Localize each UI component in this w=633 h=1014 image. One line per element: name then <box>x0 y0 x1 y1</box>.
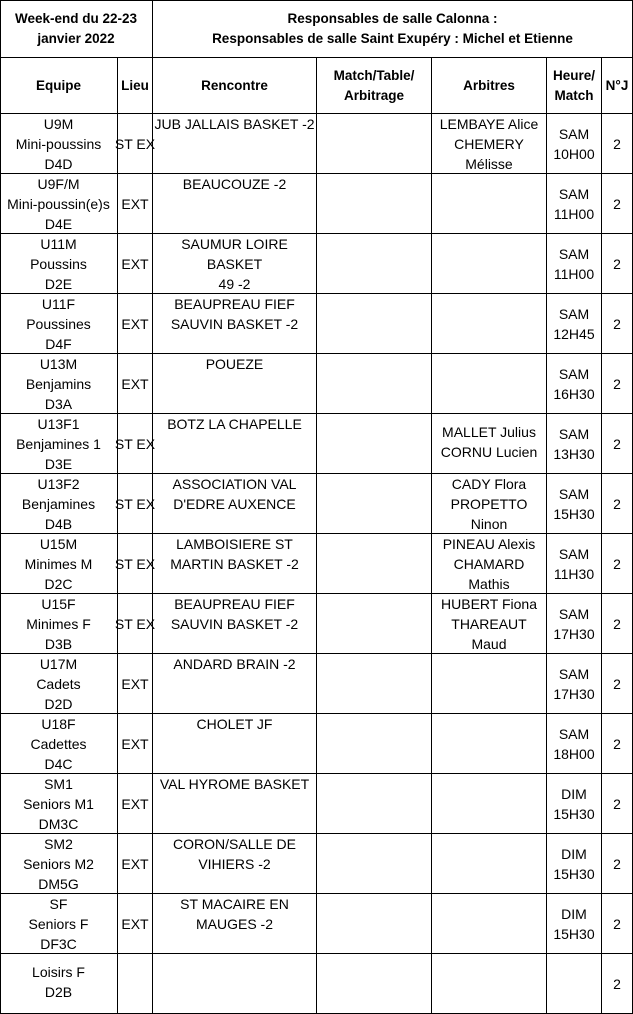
cell-rencontre <box>153 834 317 894</box>
heure-text: SAM <box>558 485 590 502</box>
col-header-equipe <box>0 58 118 114</box>
equipe-text: Poussins <box>30 256 87 272</box>
cell-rencontre <box>153 894 317 954</box>
cell-lieu <box>114 114 156 174</box>
cell-heure <box>547 114 602 174</box>
cell-arbitres <box>432 294 547 354</box>
cell-arbitres <box>432 594 547 654</box>
rencontre-text: ANDARD BRAIN -2 <box>173 656 296 672</box>
cell-nj <box>602 654 633 714</box>
rencontre-text: ST MACAIRE EN <box>180 896 289 912</box>
heure-text: SAM <box>558 365 590 382</box>
heure-text: SAM <box>558 245 590 262</box>
weekend-line1: Week-end du 22-23 <box>14 10 138 26</box>
cell-mta <box>317 954 432 1014</box>
cell-mta <box>317 594 432 654</box>
rencontre-text: LAMBOISIERE ST <box>176 536 293 552</box>
cell-arbitres <box>432 354 547 414</box>
col-equipe-label: Equipe <box>35 77 81 93</box>
cell-equipe <box>0 474 118 534</box>
heure-text: DIM <box>561 905 587 922</box>
lieu-text: ST EX <box>114 555 156 572</box>
cell-rencontre <box>153 594 317 654</box>
cell-rencontre <box>153 294 317 354</box>
cell-nj <box>602 294 633 354</box>
cell-equipe <box>0 294 118 354</box>
equipe-text: Minimes F <box>26 616 91 632</box>
col-header-heure <box>547 58 602 114</box>
heure-text: SAM <box>558 725 590 742</box>
heure-text: 15H30 <box>553 505 595 522</box>
cell-nj <box>602 534 633 594</box>
col-nj-label: N°J <box>605 77 629 93</box>
equipe-text: Cadets <box>36 676 81 692</box>
nj-text: 2 <box>613 135 621 152</box>
cell-arbitres <box>432 954 547 1014</box>
cell-equipe <box>0 414 118 474</box>
equipe-text: DM5G <box>38 876 79 892</box>
rencontre-text: SAUMUR LOIRE BASKET <box>181 236 288 272</box>
arbitres-text: CADY Flora <box>451 476 527 492</box>
rencontre-text: VIHIERS -2 <box>198 856 271 872</box>
rencontre-text: BEAUCOUZE -2 <box>182 176 287 192</box>
cell-mta <box>317 834 432 894</box>
col-rencontre-label: Rencontre <box>201 77 268 93</box>
cell-lieu <box>118 894 153 954</box>
col-header-arbitres <box>432 58 547 114</box>
cell-rencontre <box>153 474 317 534</box>
cell-equipe <box>0 174 118 234</box>
equipe-text: D2D <box>44 696 73 712</box>
cell-arbitres <box>432 114 547 174</box>
lieu-text: EXT <box>121 315 149 332</box>
arbitres-text: PINEAU Alexis <box>442 536 536 552</box>
col-heure-line2: Match <box>554 87 594 103</box>
cell-equipe <box>0 714 118 774</box>
heure-text: 11H00 <box>553 205 595 222</box>
cell-mta <box>317 174 432 234</box>
cell-mta <box>317 654 432 714</box>
cell-mta <box>317 114 432 174</box>
rencontre-text: ASSOCIATION VAL <box>172 476 297 492</box>
equipe-text: U13F1 <box>37 416 80 432</box>
cell-heure <box>547 714 602 774</box>
cell-rencontre <box>153 654 317 714</box>
lieu-text: ST EX <box>114 615 156 632</box>
heure-text: 11H00 <box>553 265 595 282</box>
resp-line2: Responsables de salle Saint Exupéry : Michel et Etienne <box>212 30 573 46</box>
cell-rencontre <box>153 114 317 174</box>
arbitres-text: CHEMERY <box>454 136 524 152</box>
nj-text: 2 <box>613 915 621 932</box>
nj-text: 2 <box>613 375 621 392</box>
cell-heure <box>547 954 602 1014</box>
cell-equipe <box>0 894 118 954</box>
equipe-text: D3E <box>44 456 73 472</box>
cell-nj <box>602 894 633 954</box>
cell-lieu <box>118 834 153 894</box>
cell-arbitres <box>432 474 547 534</box>
equipe-text: U13F2 <box>37 476 80 492</box>
nj-text: 2 <box>613 795 621 812</box>
arbitres-text: Mathis <box>468 576 510 592</box>
heure-text: DIM <box>561 845 587 862</box>
cell-nj <box>602 954 633 1014</box>
heure-text: SAM <box>558 545 590 562</box>
resp-line1: Responsables de salle Calonna : <box>287 10 498 26</box>
cell-rencontre <box>153 774 317 834</box>
arbitres-text: THAREAUT <box>451 616 527 632</box>
cell-equipe <box>0 834 118 894</box>
col-heure-line1: Heure/ <box>552 67 596 83</box>
cell-rencontre <box>153 954 317 1014</box>
heure-text: SAM <box>558 305 590 322</box>
cell-arbitres <box>432 414 547 474</box>
heure-text: SAM <box>558 605 590 622</box>
rencontre-text: VAL HYROME BASKET <box>159 776 310 792</box>
heure-text: 15H30 <box>553 925 595 942</box>
cell-nj <box>602 774 633 834</box>
lieu-text: EXT <box>121 255 149 272</box>
arbitres-text: Maud <box>471 636 507 652</box>
cell-equipe <box>0 654 118 714</box>
lieu-text: ST EX <box>114 135 156 152</box>
equipe-text: Minimes M <box>24 556 93 572</box>
heure-text: SAM <box>558 125 590 142</box>
heure-text: SAM <box>558 665 590 682</box>
rencontre-text: JUB JALLAIS BASKET -2 <box>154 116 315 132</box>
cell-nj <box>602 234 633 294</box>
cell-equipe <box>0 354 118 414</box>
nj-text: 2 <box>613 615 621 632</box>
equipe-text: Cadettes <box>30 736 87 752</box>
cell-heure <box>547 234 602 294</box>
equipe-text: Benjamins <box>25 376 92 392</box>
cell-mta <box>317 294 432 354</box>
equipe-text: U11M <box>40 236 77 252</box>
cell-mta <box>317 894 432 954</box>
equipe-text: U15F <box>41 596 76 612</box>
arbitres-text: PROPETTO <box>450 496 528 512</box>
equipe-text: Mini-poussin(e)s <box>7 196 110 212</box>
cell-heure <box>547 594 602 654</box>
equipe-text: D2E <box>44 276 73 292</box>
lieu-text: ST EX <box>114 435 156 452</box>
nj-text: 2 <box>613 735 621 752</box>
rencontre-text: BOTZ LA CHAPELLE <box>167 416 302 432</box>
arbitres-text: HUBERT Fiona <box>441 596 537 612</box>
col-lieu-label: Lieu <box>121 77 149 93</box>
cell-heure <box>547 834 602 894</box>
cell-nj <box>602 114 633 174</box>
heure-text: SAM <box>558 185 590 202</box>
equipe-text: DF3C <box>40 936 77 952</box>
cell-mta <box>317 774 432 834</box>
equipe-text: D4D <box>44 156 73 172</box>
cell-lieu <box>118 354 153 414</box>
rencontre-text: CORON/SALLE DE <box>173 836 296 852</box>
rencontre-text: MARTIN BASKET -2 <box>170 556 299 572</box>
cell-heure <box>547 894 602 954</box>
arbitres-text: Ninon <box>470 516 508 532</box>
cell-lieu <box>114 414 156 474</box>
arbitres-text: MALLET Julius <box>442 424 536 440</box>
cell-nj <box>602 414 633 474</box>
arbitres-text: CORNU Lucien <box>440 444 538 460</box>
cell-lieu <box>114 474 156 534</box>
heure-text: 17H30 <box>553 625 595 642</box>
cell-lieu <box>118 654 153 714</box>
heure-text: 15H30 <box>553 865 595 882</box>
nj-text: 2 <box>613 975 621 992</box>
heure-text: 16H30 <box>553 385 595 402</box>
cell-rencontre <box>153 714 317 774</box>
equipe-text: SM1 <box>44 776 73 792</box>
cell-equipe <box>0 954 118 1014</box>
heure-text: 17H30 <box>553 685 595 702</box>
equipe-text: U9F/M <box>37 176 80 192</box>
cell-arbitres <box>432 534 547 594</box>
cell-rencontre <box>153 534 317 594</box>
equipe-text: D4E <box>44 216 73 232</box>
nj-text: 2 <box>613 195 621 212</box>
cell-equipe <box>0 114 118 174</box>
equipe-text: Loisirs F <box>32 964 85 980</box>
heure-text: SAM <box>558 425 590 442</box>
cell-lieu <box>114 594 156 654</box>
col-mta-line2: Arbitrage <box>343 87 404 103</box>
col-header-nj <box>602 58 633 114</box>
cell-equipe <box>0 234 118 294</box>
rencontre-text: D'EDRE AUXENCE <box>173 496 296 512</box>
lieu-text: EXT <box>121 795 149 812</box>
cell-nj <box>602 714 633 774</box>
equipe-text: Seniors F <box>28 916 89 932</box>
equipe-text: DM3C <box>38 816 79 832</box>
equipe-text: U9M <box>43 116 74 132</box>
equipe-text: U11F <box>41 296 76 312</box>
nj-text: 2 <box>613 675 621 692</box>
cell-nj <box>602 174 633 234</box>
equipe-text: D4B <box>44 516 73 532</box>
equipe-text: U13M <box>39 356 78 372</box>
cell-mta <box>317 414 432 474</box>
lieu-text: EXT <box>121 915 149 932</box>
cell-heure <box>547 654 602 714</box>
cell-arbitres <box>432 834 547 894</box>
cell-heure <box>547 414 602 474</box>
lieu-text: ST EX <box>114 495 156 512</box>
cell-lieu <box>118 234 153 294</box>
heure-text: 15H30 <box>553 805 595 822</box>
arbitres-text: Mélisse <box>465 156 513 172</box>
heure-text: 11H30 <box>553 565 595 582</box>
equipe-text: SM2 <box>44 836 73 852</box>
heure-text: 13H30 <box>553 445 595 462</box>
cell-nj <box>602 474 633 534</box>
cell-mta <box>317 354 432 414</box>
lieu-text: EXT <box>121 735 149 752</box>
cell-lieu <box>118 294 153 354</box>
cell-lieu <box>118 174 153 234</box>
equipe-text: U18F <box>41 716 76 732</box>
cell-lieu <box>118 774 153 834</box>
equipe-text: SF <box>49 896 68 912</box>
col-header-rencontre <box>153 58 317 114</box>
rencontre-text: MAUGES -2 <box>195 916 273 932</box>
equipe-text: Seniors M1 <box>23 796 94 812</box>
cell-nj <box>602 594 633 654</box>
arbitres-text: LEMBAYE Alice <box>439 116 539 132</box>
nj-text: 2 <box>613 495 621 512</box>
cell-arbitres <box>432 714 547 774</box>
cell-equipe <box>0 594 118 654</box>
cell-rencontre <box>153 354 317 414</box>
cell-heure <box>547 354 602 414</box>
cell-lieu <box>114 534 156 594</box>
heure-text: 12H45 <box>553 325 595 342</box>
equipe-text: D4C <box>44 756 73 772</box>
rencontre-text: 49 -2 <box>218 276 251 292</box>
equipe-text: D3B <box>44 636 73 652</box>
cell-rencontre <box>153 174 317 234</box>
rencontre-text: SAUVIN BASKET -2 <box>170 316 299 332</box>
equipe-text: D2C <box>44 576 73 592</box>
cell-arbitres <box>432 654 547 714</box>
equipe-text: U17M <box>39 656 78 672</box>
equipe-text: D3A <box>44 396 73 412</box>
equipe-text: Mini-poussins <box>15 136 102 152</box>
cell-mta <box>317 714 432 774</box>
lieu-text: EXT <box>121 675 149 692</box>
nj-text: 2 <box>613 315 621 332</box>
equipe-text: D4F <box>45 336 72 352</box>
col-header-lieu <box>118 58 153 114</box>
heure-text: DIM <box>561 785 587 802</box>
cell-arbitres <box>432 894 547 954</box>
cell-arbitres <box>432 234 547 294</box>
cell-arbitres <box>432 774 547 834</box>
col-mta-line1: Match/Table/ <box>333 67 415 83</box>
cell-rencontre <box>153 414 317 474</box>
cell-heure <box>547 534 602 594</box>
cell-lieu <box>118 714 153 774</box>
nj-text: 2 <box>613 855 621 872</box>
lieu-text: EXT <box>121 855 149 872</box>
cell-heure <box>547 294 602 354</box>
equipe-text: Benjamines 1 <box>16 436 101 452</box>
cell-rencontre <box>153 234 317 294</box>
equipe-text: U15M <box>39 536 78 552</box>
weekend-line2: janvier 2022 <box>37 30 115 46</box>
equipe-text: Poussines <box>26 316 91 332</box>
rencontre-text: CHOLET JF <box>196 716 273 732</box>
rencontre-text: SAUVIN BASKET -2 <box>170 616 299 632</box>
col-header-match-table-arbitrage <box>317 58 432 114</box>
equipe-text: Seniors M2 <box>23 856 94 872</box>
cell-mta <box>317 534 432 594</box>
heure-text: 10H00 <box>553 145 595 162</box>
equipe-text: Benjamines <box>21 496 96 512</box>
rencontre-text: BEAUPREAU FIEF <box>174 596 295 612</box>
cell-mta <box>317 474 432 534</box>
cell-heure <box>547 474 602 534</box>
weekend-title <box>0 0 153 58</box>
rencontre-text: BEAUPREAU FIEF <box>174 296 295 312</box>
cell-heure <box>547 774 602 834</box>
col-arbitres-label: Arbitres <box>463 77 515 93</box>
cell-heure <box>547 174 602 234</box>
nj-text: 2 <box>613 435 621 452</box>
cell-mta <box>317 234 432 294</box>
heure-text: 18H00 <box>553 745 595 762</box>
cell-nj <box>602 834 633 894</box>
arbitres-text: CHAMARD <box>453 556 525 572</box>
cell-arbitres <box>432 174 547 234</box>
responsables-title <box>153 0 633 58</box>
cell-nj <box>602 354 633 414</box>
rencontre-text: POUEZE <box>205 356 264 372</box>
nj-text: 2 <box>613 255 621 272</box>
cell-equipe <box>0 534 118 594</box>
lieu-text: EXT <box>121 195 149 212</box>
cell-lieu <box>118 954 153 1014</box>
equipe-text: D2B <box>44 984 73 1000</box>
lieu-text: EXT <box>121 375 149 392</box>
nj-text: 2 <box>613 555 621 572</box>
cell-equipe <box>0 774 118 834</box>
